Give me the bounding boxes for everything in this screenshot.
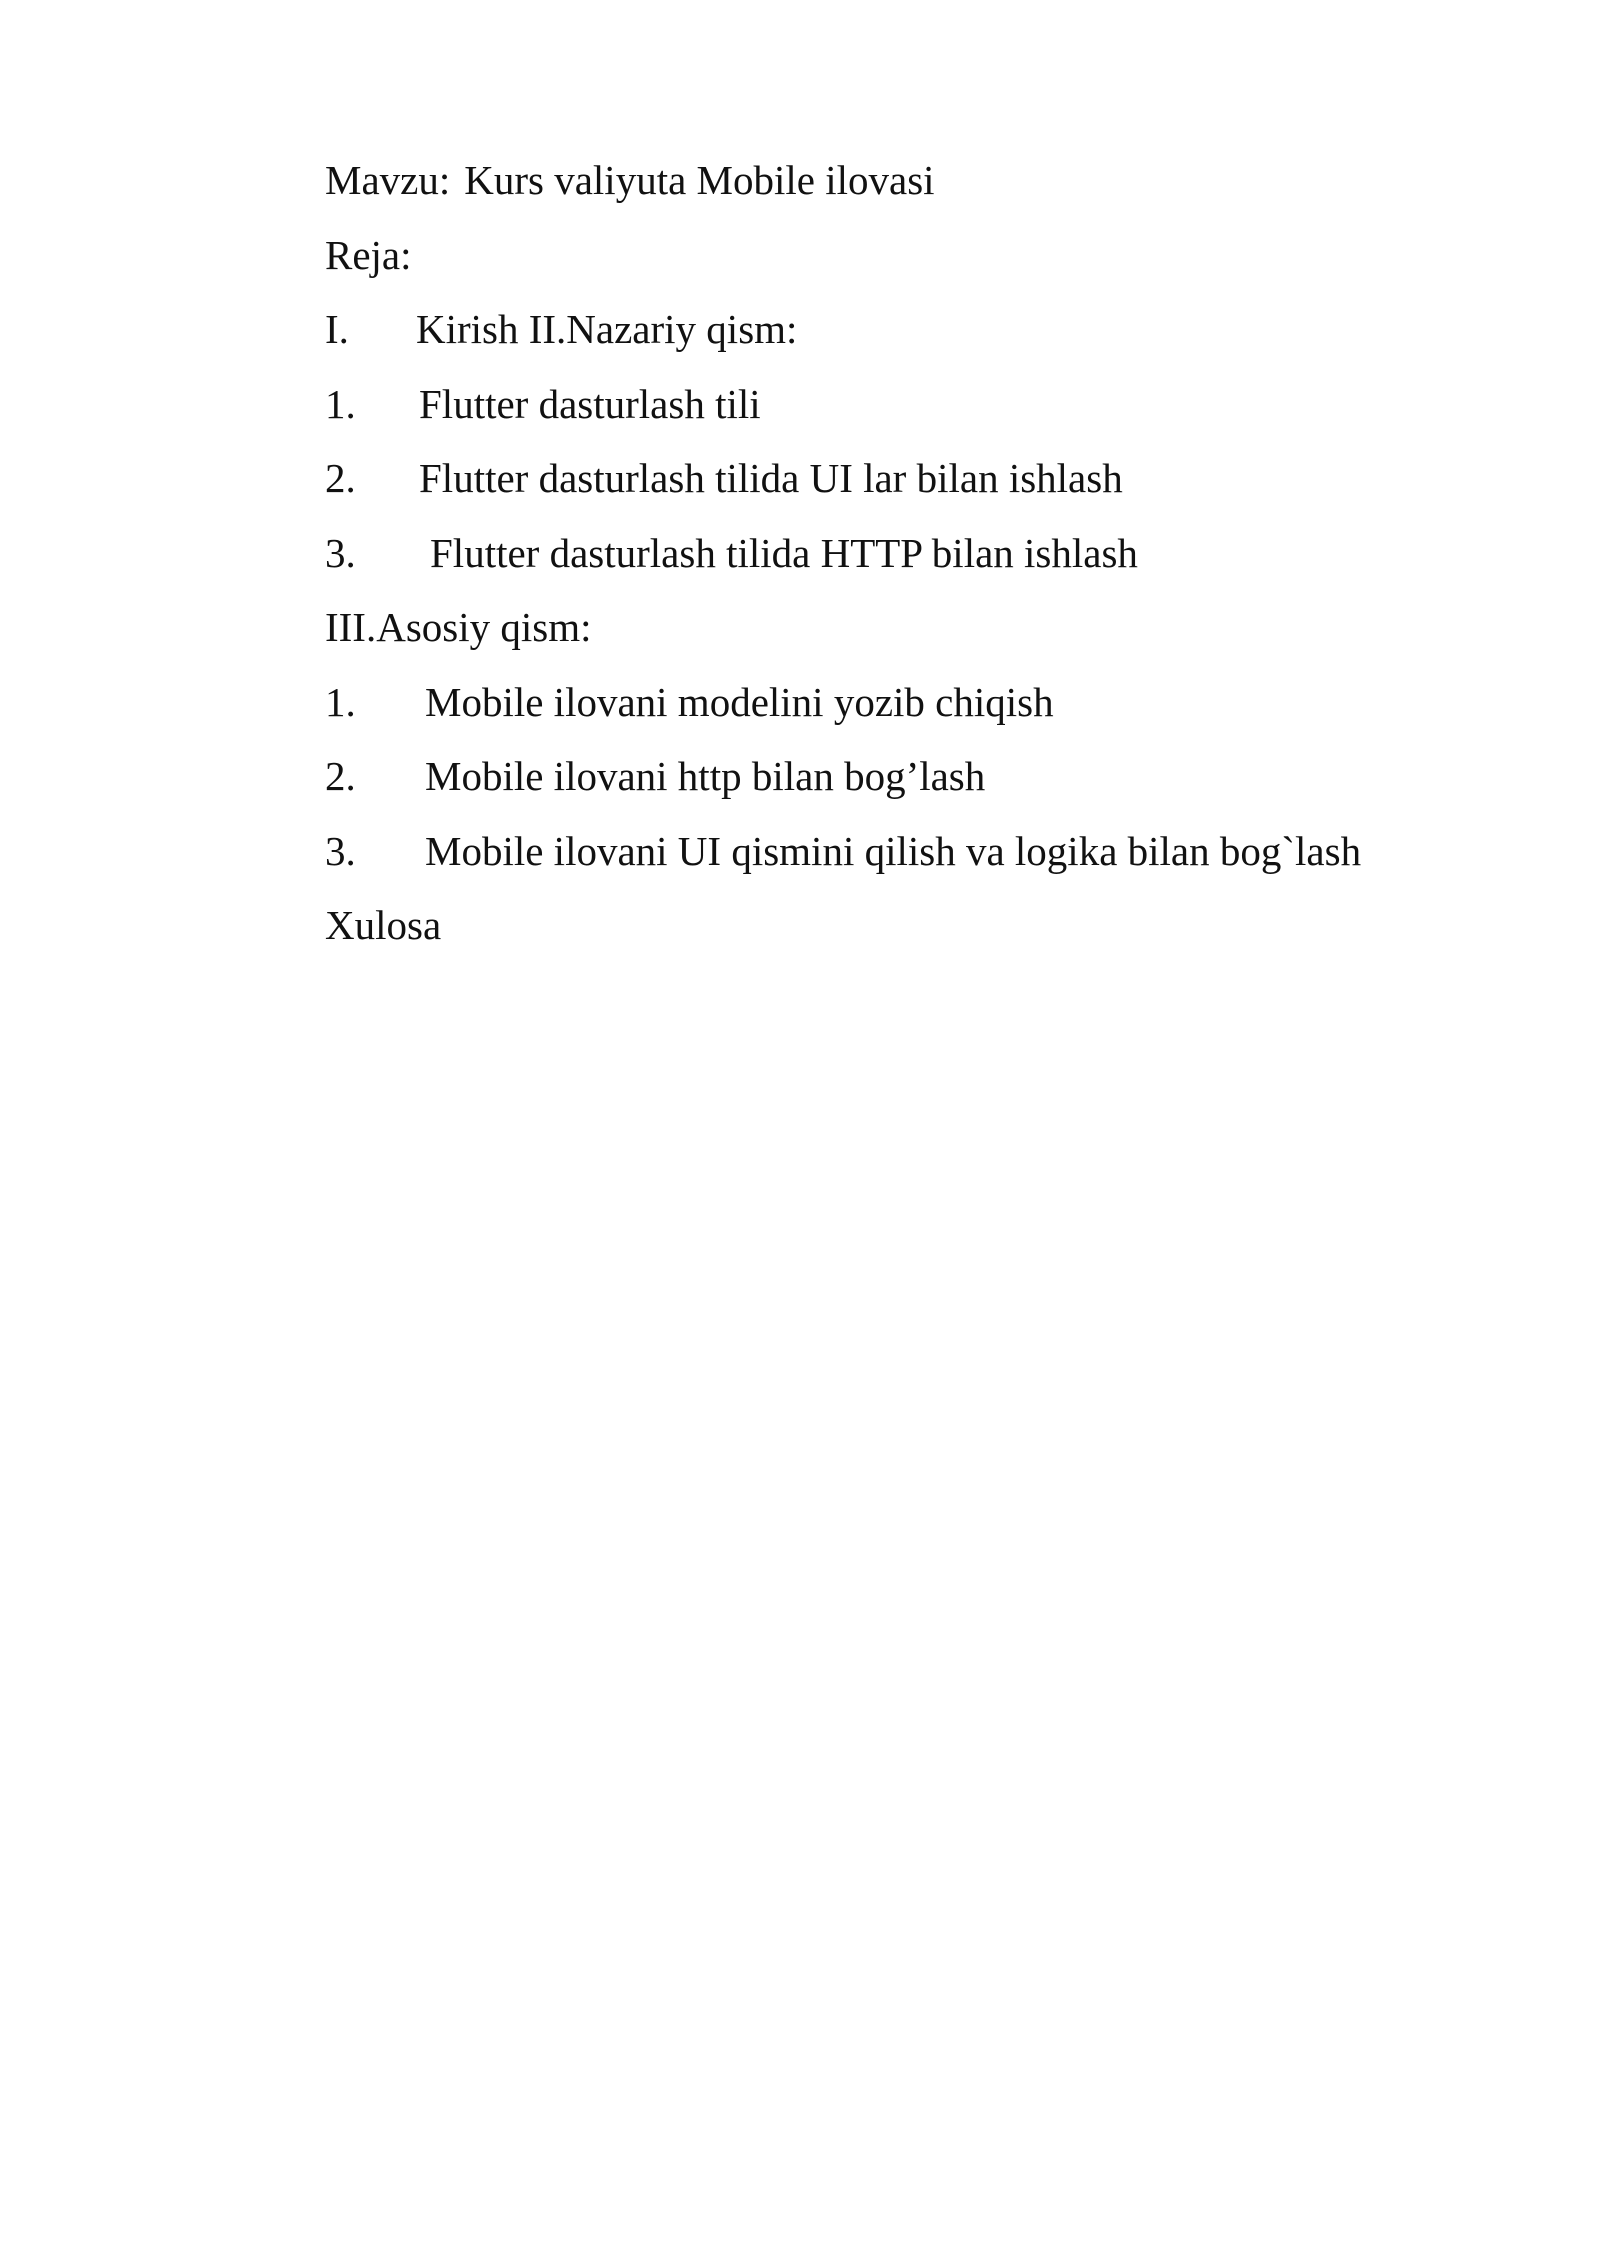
list-item [325,819,1505,894]
list-item [325,372,1505,447]
list-item-text: Flutter dasturlash tili [419,380,761,427]
topic-value: Kurs valiyuta Mobile ilovasi [464,157,935,203]
list-item-text: Mobile ilovani UI qismini qilish va logika bilan bog`lash [425,827,1362,874]
list-item-number: 2. [325,753,356,799]
list-item [325,521,1505,596]
list-item [325,446,1505,521]
plan-label: Reja: [325,231,412,278]
document-body [325,148,1505,968]
main-section-label: III.Asosiy qism: [325,604,592,650]
list-item-text: Mobile ilovani modelini yozib chiqish [425,678,1054,725]
main-section-heading [325,595,1505,670]
list-item-text: Mobile ilovani http bilan bog’lash [425,753,986,799]
list-item-number: 3. [325,827,356,874]
list-item-text: Flutter dasturlash tilida HTTP bilan ishlash [430,529,1138,576]
conclusion-label: Xulosa [325,902,442,948]
list-item-number: 2. [325,455,356,501]
list-item-number: 1. [325,678,356,725]
list-item [325,670,1505,745]
list-item-text: Flutter dasturlash tilida UI lar bilan ishlash [419,455,1123,501]
list-item [325,744,1505,819]
conclusion-line [325,893,1505,968]
section-intro-line [325,297,1505,372]
plan-heading [325,223,1505,298]
section-text: Kirish II.Nazariy qism: [416,306,798,352]
section-number: I. [325,306,349,352]
topic-label: Mavzu: [325,157,451,203]
list-item-number: 3. [325,529,356,576]
topic-line [325,148,1505,223]
list-item-number: 1. [325,380,356,427]
